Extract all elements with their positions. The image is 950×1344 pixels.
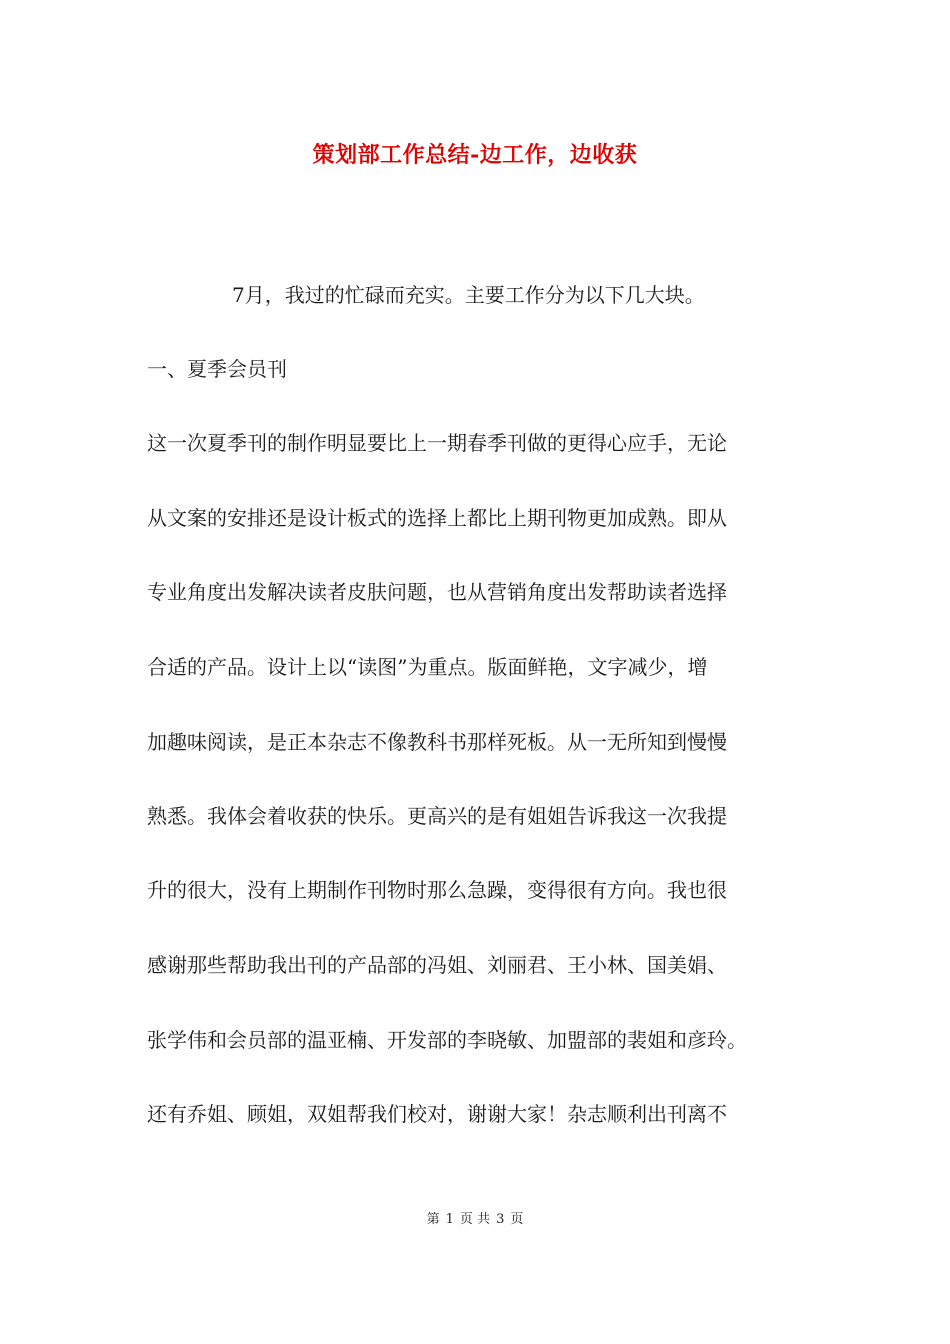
body-line: 合适的产品。设计上以“读图”为重点。版面鲜艳，文字减少，增: [147, 655, 708, 679]
body-line: 熟悉。我体会着收获的快乐。更高兴的是有姐姐告诉我这一次我提: [147, 804, 727, 828]
body-line: 感谢那些帮助我出刊的产品部的冯姐、刘丽君、王小林、国美娟、: [147, 953, 727, 977]
document-title: 策划部工作总结-边工作，边收获: [312, 142, 638, 168]
total-pages-number: 3: [496, 1212, 505, 1227]
body-line: 还有乔姐、顾姐，双姐帮我们校对，谢谢大家！杂志顺利出刊离不: [147, 1102, 727, 1126]
section-heading: 一、夏季会员刊: [147, 357, 287, 381]
page-label-prefix: 第: [426, 1212, 440, 1227]
intro-paragraph: 7月，我过的忙碌而充实。主要工作分为以下几大块。: [232, 283, 705, 307]
body-line: 升的很大，没有上期制作刊物时那么急躁，变得很有方向。我也很: [147, 878, 727, 902]
page-label-mid: 页 共: [459, 1212, 491, 1227]
body-line: 加趣味阅读，是正本杂志不像教科书那样死板。从一无所知到慢慢: [147, 730, 727, 754]
body-line: 张学伟和会员部的温亚楠、开发部的李晓敏、加盟部的裴姐和彦玲。: [147, 1028, 747, 1052]
body-line: 这一次夏季刊的制作明显要比上一期春季刊做的更得心应手，无论: [147, 431, 727, 455]
page-label-suffix: 页: [510, 1212, 524, 1227]
body-line: 专业角度出发解决读者皮肤问题，也从营销角度出发帮助读者选择: [147, 580, 727, 604]
page-footer: [0, 1208, 950, 1227]
body-line: 从文案的安排还是设计板式的选择上都比上期刊物更加成熟。即从: [147, 506, 727, 530]
current-page-number: 1: [445, 1212, 454, 1227]
